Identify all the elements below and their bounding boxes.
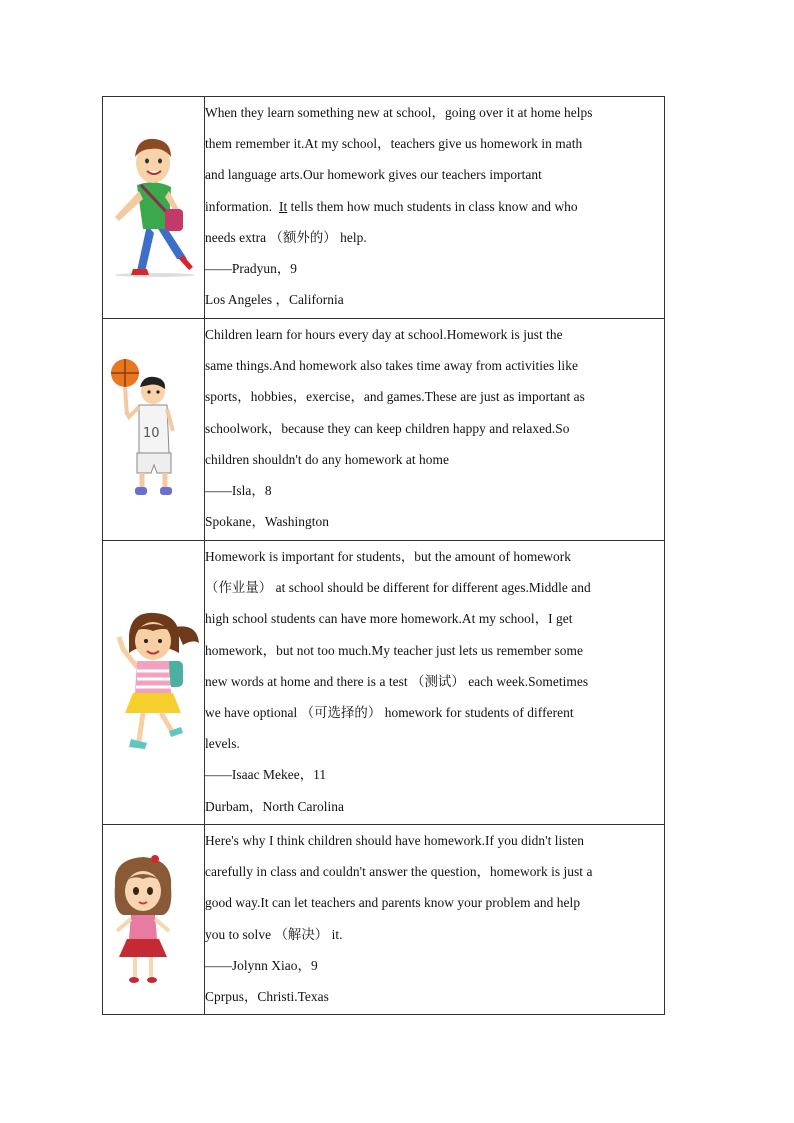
text-line: you to solve （解决） it.	[205, 926, 343, 942]
text-line: Children learn for hours every day at school.Homework is just the	[205, 327, 563, 342]
table-row	[103, 97, 665, 319]
text-line: carefully in class and couldn't answer the question，homework is just a	[205, 864, 593, 880]
text-line: Homework is important for students，but the amount of homework	[205, 549, 572, 564]
text-line: homework，but not too much.My teacher just lets us remember some	[205, 642, 584, 658]
author-line: ——Pradyun，9	[205, 261, 298, 277]
text-fragment: information.	[205, 198, 273, 214]
text-line: new words at home and there is a test （测试） each week.Sometimes	[205, 673, 589, 689]
boy-walking-with-bag-icon	[107, 133, 203, 279]
entry-text-cell	[205, 319, 665, 541]
entry-text-cell	[205, 825, 665, 1015]
boy-spinning-basketball-icon	[109, 357, 179, 503]
text-line: schoolwork，because they can keep children happy and relaxed.So	[205, 420, 570, 436]
table-row	[103, 319, 665, 541]
location-line: Cprpus，Christi.Texas	[205, 989, 329, 1005]
author-line: ——Jolynn Xiao，9	[205, 957, 318, 973]
author-line: ——Isla，8	[205, 483, 272, 499]
entry-text-cell	[205, 541, 665, 825]
girl-with-backpack-icon	[113, 609, 201, 759]
text-line: children shouldn't do any homework at home	[205, 451, 450, 467]
picture-cell	[103, 541, 205, 825]
text-line: same things.And homework also takes time away from activities like	[205, 358, 578, 374]
picture-cell	[103, 97, 205, 319]
location-line: Durbam，North Carolina	[205, 798, 345, 814]
text-fragment: tells them how much students in class know and who	[287, 198, 578, 214]
table-row	[103, 825, 665, 1015]
text-line: high school students can have more homework.At my school，I get	[205, 611, 573, 627]
text-line: levels.	[205, 736, 240, 752]
entry-text-cell	[205, 97, 665, 319]
girl-in-pink-dress-icon	[107, 853, 183, 989]
underlined-word: It	[278, 198, 288, 214]
text-line	[205, 191, 664, 222]
author-line: ——Isaac Mekee，11	[205, 767, 327, 783]
text-line: needs extra （额外的） help.	[205, 229, 367, 245]
location-line: Spokane，Washington	[205, 514, 330, 530]
svg-text:10: 10	[143, 426, 160, 441]
text-line: When they learn something new at school，going over it at home helps	[205, 105, 593, 120]
table-row	[103, 541, 665, 825]
text-line: good way.It can let teachers and parents know your problem and help	[205, 895, 581, 911]
text-line: and language arts.Our homework gives our teachers important	[205, 167, 542, 183]
text-line: （作业量） at school should be different for different ages.Middle and	[205, 580, 591, 596]
text-line: we have optional （可选择的） homework for students of different	[205, 705, 574, 721]
picture-cell	[103, 825, 205, 1015]
text-line: them remember it.At my school，teachers give us homework in math	[205, 136, 583, 152]
homework-opinions-table	[102, 96, 665, 1015]
text-line: Here's why I think children should have homework.If you didn't listen	[205, 833, 585, 848]
text-line: sports，hobbies，exercise，and games.These are just as important as	[205, 389, 585, 405]
location-line: Los Angeles ，California	[205, 292, 344, 308]
picture-cell	[103, 319, 205, 541]
